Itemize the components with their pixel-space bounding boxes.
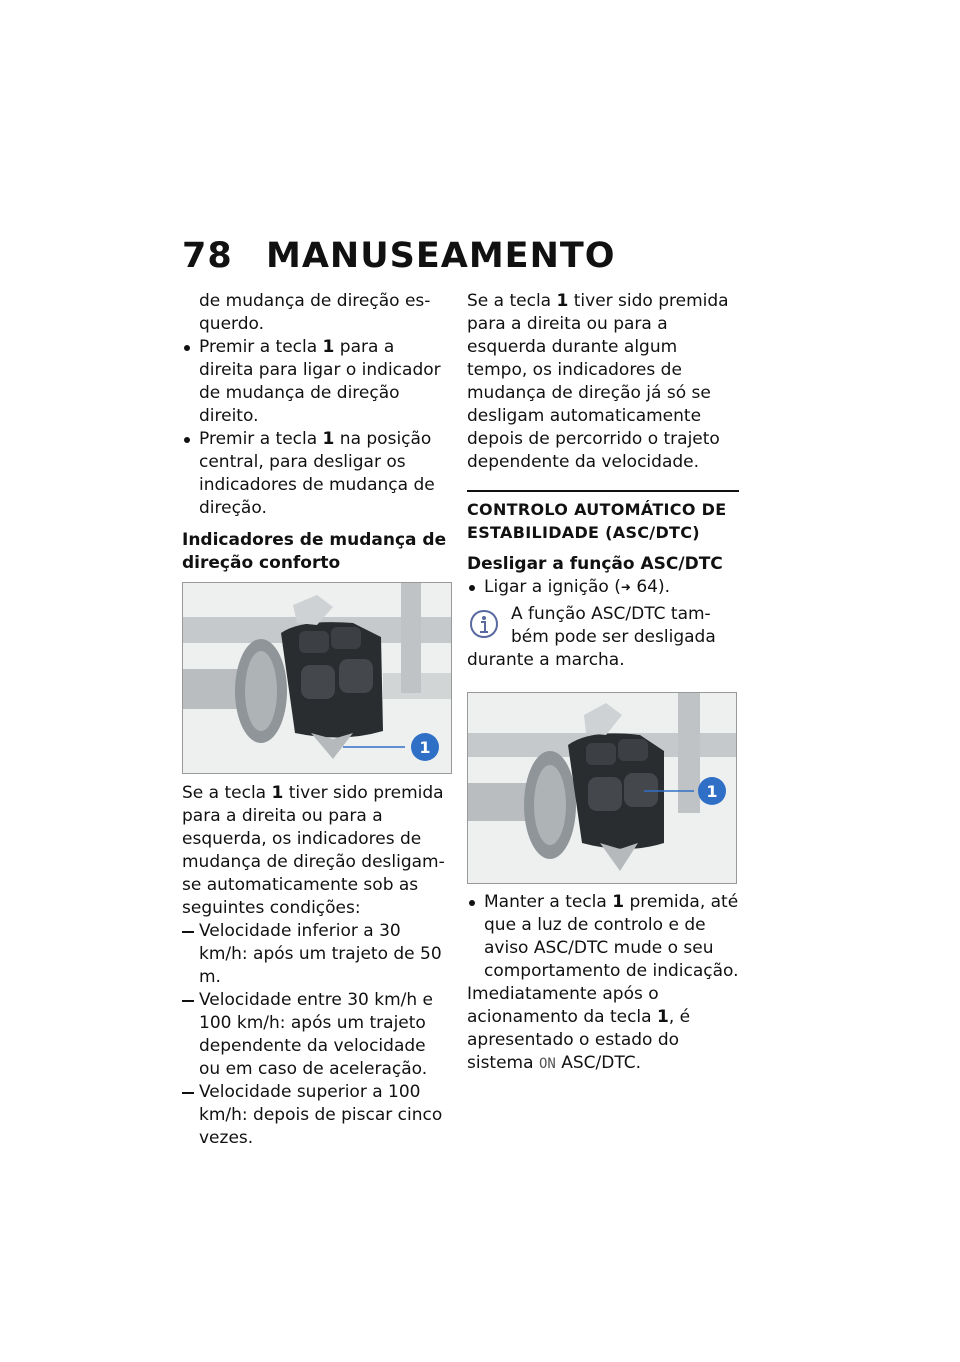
chapter-title: MANUSEAMENTO xyxy=(266,236,616,276)
condition-mid-speed: Velocidade entre 30 km/h e 100 km/h: após um trajeto dependente da velocidade ou em caso de aceleração. xyxy=(182,989,452,1081)
bullet-cancel-indicator: Premir a tecla 1 na posição central, para desligar os indicadores de mudança de direção. xyxy=(182,428,452,520)
long-press-paragraph: Se a tecla 1 tiver sido premida para a direita ou para a esquerda durante algum tempo, os indicadores de mudança de direção já só se desligam automaticamente depois de percorrido o trajeto dependente da velocidade. xyxy=(467,291,729,472)
key-ref: 1 xyxy=(271,783,284,803)
arrow-right-icon: ➜ xyxy=(620,580,631,594)
continued-line-1: de mudança de direção es- xyxy=(199,291,431,311)
section-title-asc-dtc: CONTROLO AUTOMÁTICO DE ESTABILIDADE (ASC/DTC) xyxy=(467,500,727,542)
switch-figure-2 xyxy=(467,692,737,884)
continued-line-2: querdo. xyxy=(199,314,265,334)
switch-figure-1 xyxy=(182,582,452,774)
page-header xyxy=(182,236,742,280)
page-ref: 64 xyxy=(636,577,658,597)
key-ref: 1 xyxy=(656,1007,669,1027)
section-divider xyxy=(467,490,739,492)
bullet-hold-key: Manter a tecla 1 premida, até que a luz de controlo e de aviso ASC/DTC mude o seu comportamento de indicação. xyxy=(467,891,739,983)
key-ref: 1 xyxy=(556,291,569,311)
status-on-label: ON xyxy=(538,1056,556,1072)
bullet-right-indicator: Premir a tecla 1 para a direita para ligar o indicador de mudança de direção direito. xyxy=(182,336,452,428)
handlebar-switch-illustration xyxy=(468,693,736,883)
figure-callout-1: 1 xyxy=(419,738,431,757)
bullet-ignition-on: Ligar a ignição (➜ 64). xyxy=(467,576,739,599)
figure-callout-1: 1 xyxy=(706,782,718,801)
condition-low-speed: Velocidade inferior a 30 km/h: após um trajeto de 50 m. xyxy=(182,920,452,989)
comfort-paragraph: Se a tecla 1 tiver sido premida para a direita ou para a esquerda, os indicadores de mudança de direção desligam-se automaticamente sob as seguintes condições: xyxy=(182,783,445,918)
condition-high-speed: Velocidade superior a 100 km/h: depois de piscar cinco vezes. xyxy=(182,1081,452,1150)
key-ref: 1 xyxy=(612,892,625,912)
key-ref: 1 xyxy=(322,429,335,449)
info-icon xyxy=(469,609,499,643)
note-line-1: A função ASC/DTC tam- xyxy=(511,604,711,624)
status-paragraph: Imediatamente após o acionamento da tecla 1, é apresentado o estado do sistema ON ASC/DTC. xyxy=(467,984,691,1073)
key-ref: 1 xyxy=(322,337,335,357)
page-number: 78 xyxy=(182,236,233,276)
note-line-2: bém pode ser desligada xyxy=(511,627,716,647)
subheading-comfort-indicators: Indicadores de mudança de direção conforto xyxy=(182,530,447,573)
right-column xyxy=(467,290,739,1076)
subheading-disable-asc-dtc: Desligar a função ASC/DTC xyxy=(467,554,723,574)
note-line-3: durante a marcha. xyxy=(467,650,625,670)
left-column xyxy=(182,290,452,1150)
info-note xyxy=(467,603,739,672)
handlebar-switch-illustration xyxy=(183,583,451,773)
